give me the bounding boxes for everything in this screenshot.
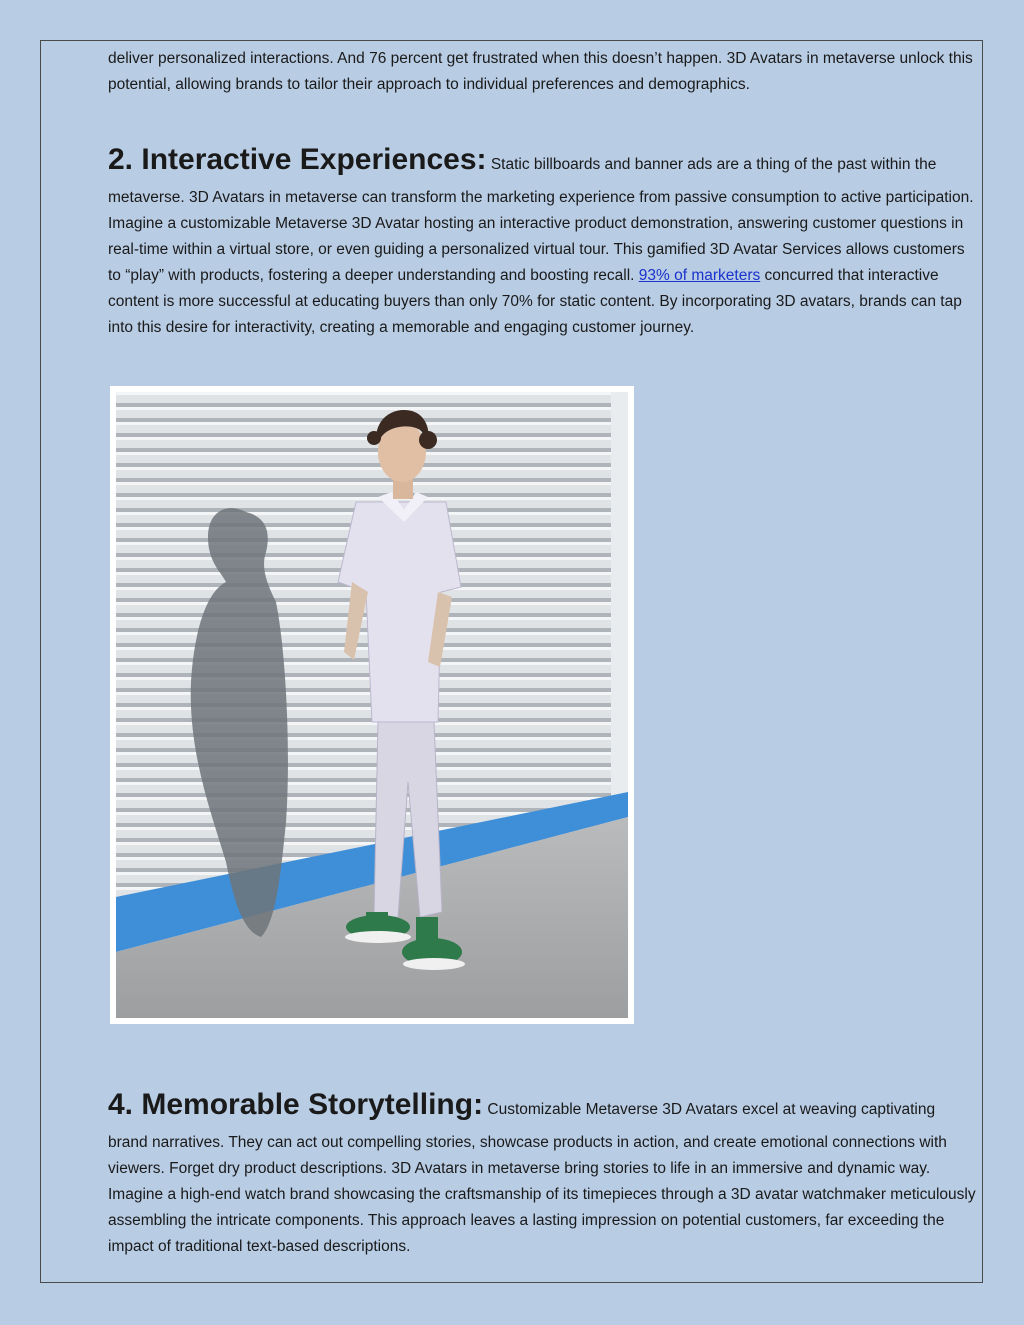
section-4-body: brand narratives. They can act out compelling stories, showcase products in action, and create emotional connections with viewers. Forget dry product descriptions. 3D Avatars in metaverse bring stories to life in an immersive and dynamic way. Imagine a high-end watch brand showcasing the craftsmanship of its timepieces through a 3D avatar watchmaker meticulously assembling the intricate components. This approach leaves a lasting impression on potential customers, far exceeding the impact of traditional text-based descriptions.	[108, 1134, 976, 1255]
section-2-lead: Static billboards and banner ads are a thing of the past within the	[486, 156, 937, 173]
marketers-stat-link[interactable]: 93% of marketers	[638, 267, 761, 284]
intro-paragraph	[108, 46, 978, 98]
avatar-photo-frame	[110, 386, 634, 1024]
section-2-body-after-link: concurred that interactive content is more successful at educating buyers than only 70% for static content. By incorporating 3D avatars, brands can tap into this desire for interactivity, creating a memorable and engaging customer journey.	[108, 267, 962, 336]
section-4-lead: Customizable Metaverse 3D Avatars excel at weaving captivating	[483, 1101, 936, 1118]
avatar-photo	[116, 392, 628, 1018]
section-4-lead-line	[108, 1085, 978, 1130]
section-2-body-before-link: metaverse. 3D Avatars in metaverse can transform the marketing experience from passive consumption to active participation. Imagine a customizable Metaverse 3D Avatar hosting an interactive product demonstration, answering customer questions in real-time within a virtual store, or even guiding a personalized virtual tour. This gamified 3D Avatar Services allows customers to “play” with products, fostering a deeper understanding and boosting recall.	[108, 189, 974, 284]
section-4-heading: 4. Memorable Storytelling:	[108, 1088, 484, 1121]
section-interactive-experiences	[108, 140, 978, 341]
section-2-body	[108, 185, 978, 341]
intro-text: deliver personalized interactions. And 76 percent get frustrated when this doesn’t happen. 3D Avatars in metaverse unlock this potential, allowing brands to tailor their approach to individual preferences and demographics.	[108, 50, 973, 93]
section-2-heading: 2. Interactive Experiences:	[108, 143, 487, 176]
section-2-lead-line	[108, 140, 978, 185]
section-memorable-storytelling	[108, 1085, 978, 1260]
